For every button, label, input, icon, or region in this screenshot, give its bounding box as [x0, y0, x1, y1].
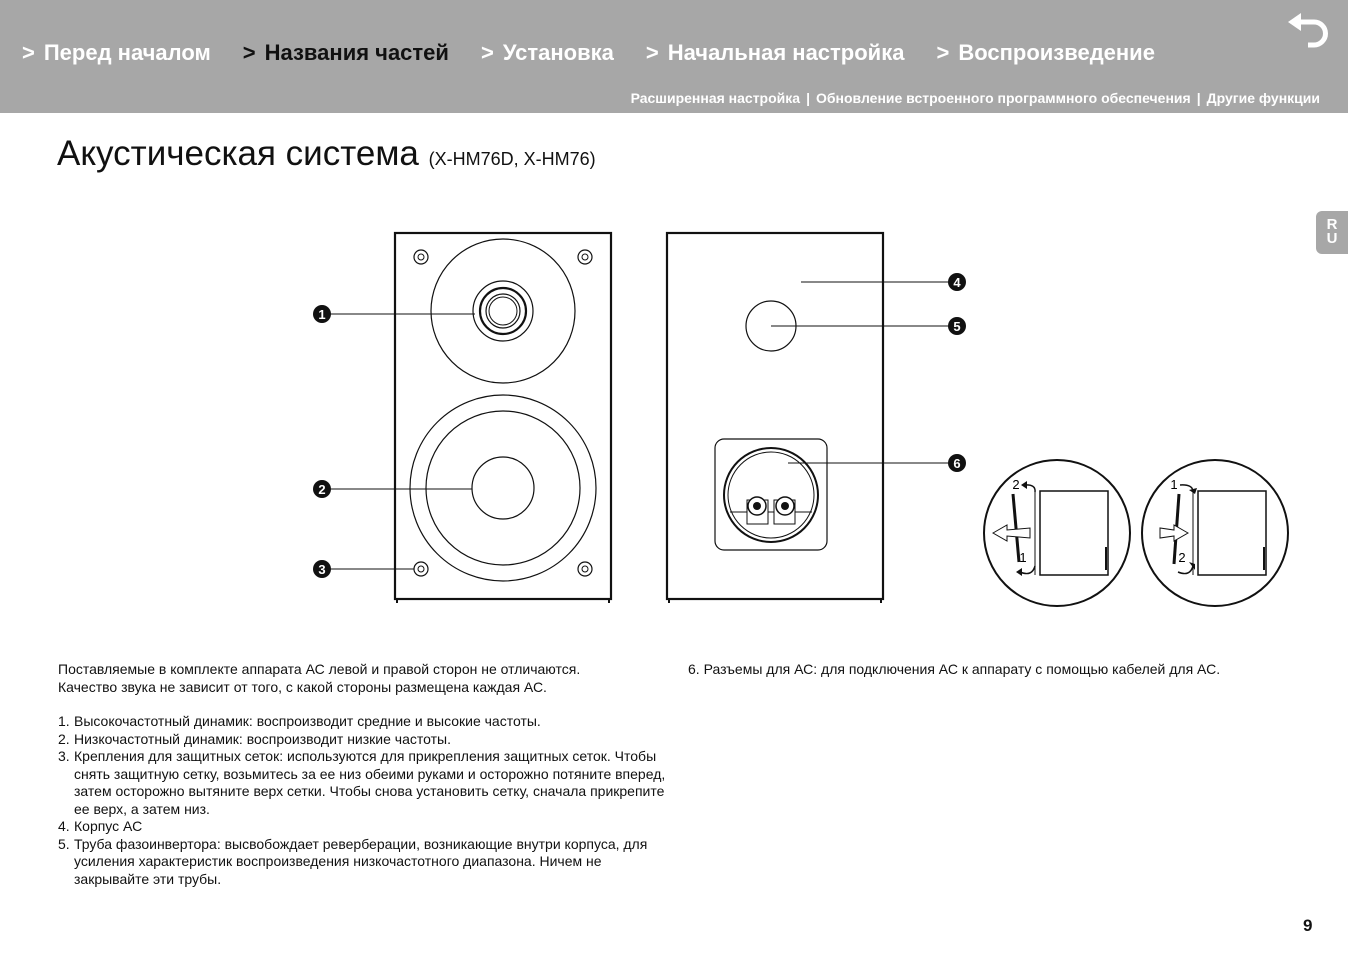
page-title — [57, 134, 596, 174]
svg-text:4: 4 — [953, 275, 961, 290]
page-number: 9 — [1303, 916, 1313, 935]
callout-3 — [313, 560, 331, 578]
svg-text:1: 1 — [1019, 550, 1027, 565]
language-letter: R — [1326, 216, 1338, 233]
svg-text:1: 1 — [1170, 477, 1178, 492]
grille-attach-detail — [1142, 460, 1288, 606]
sub-navigation — [631, 90, 1320, 106]
return-arrow-icon[interactable] — [1284, 12, 1332, 52]
list-item — [58, 713, 678, 731]
item-number: 5. — [58, 835, 70, 852]
subnav-separator: | — [1196, 90, 1201, 106]
parts-list — [58, 713, 678, 888]
item-text: Труба фазоинвертора: высвобождает реверберации, возникающие внутри корпуса, для усиления характеристик воспроизведения низкочастотного диапазона. Ничем не закрывайте эти трубы. — [74, 835, 648, 887]
nav-marker: > — [645, 40, 659, 65]
callout-4 — [948, 273, 966, 291]
subnav-separator: | — [806, 90, 810, 106]
item-number: 4. — [58, 818, 70, 834]
item-number: 3. — [58, 748, 70, 764]
nav-initial-setup[interactable] — [646, 40, 905, 68]
main-nav — [22, 40, 1187, 68]
callout-1 — [313, 305, 331, 323]
list-item — [58, 818, 678, 836]
svg-text:6: 6 — [953, 456, 961, 471]
nav-part-names[interactable] — [243, 40, 449, 68]
subnav-advanced-setup[interactable]: Расширенная настройка — [630, 90, 801, 106]
speaker-back-view — [667, 233, 883, 603]
nav-playback[interactable] — [936, 40, 1154, 68]
intro-line: Поставляемые в комплекте аппарата АС левой и правой сторон не отличаются. — [58, 661, 581, 677]
language-tab[interactable] — [1316, 211, 1348, 254]
svg-text:3: 3 — [318, 562, 326, 577]
top-navigation-bar — [0, 0, 1348, 113]
callout-5 — [948, 317, 966, 335]
item-text: Крепления для защитных сеток: используются для прикрепления защитных сеток. Чтобы снять защитную сетку, возьмитесь за ее низ обеими руками и осторожно потяните вперед, затем осторожно вытяните верх сетки. Чтобы снова установить сетку, сначала прикрепите ее верх, а затем низ. — [74, 748, 666, 817]
language-letter: U — [1326, 230, 1338, 247]
nav-marker: > — [22, 40, 35, 65]
nav-label: Воспроизведение — [958, 40, 1155, 65]
speaker-front-view — [395, 233, 611, 603]
svg-text:2: 2 — [318, 482, 326, 497]
subnav-firmware-update[interactable]: Обновление встроенного программного обеспечения — [815, 90, 1191, 106]
list-item — [58, 836, 678, 889]
nav-label: Названия частей — [264, 40, 449, 65]
intro-line: Качество звука не зависит от того, с какой стороны размещена каждая АС. — [58, 678, 547, 695]
item-text: Высокочастотный динамик: воспроизводит средние и высокие частоты. — [74, 713, 541, 729]
nav-label: Установка — [502, 40, 614, 65]
nav-installation[interactable] — [481, 40, 614, 68]
item-number: 2. — [58, 730, 70, 747]
item-number: 1. — [58, 713, 70, 729]
item-text: Низкочастотный динамик: воспроизводит низкие частоты. — [74, 730, 451, 747]
terminal-description: 6. Разъемы для АС: для подключения АС к аппарату с помощью кабелей для АС. — [688, 661, 1221, 677]
nav-marker: > — [242, 40, 256, 65]
nav-before-start[interactable] — [22, 40, 211, 68]
item-text: Корпус АС — [74, 818, 143, 834]
svg-text:2: 2 — [1012, 477, 1020, 492]
subnav-other-functions[interactable]: Другие функции — [1206, 90, 1320, 106]
grille-removal-detail — [984, 460, 1130, 606]
callout-6 — [948, 454, 966, 472]
list-item — [58, 748, 678, 818]
list-item — [58, 731, 678, 749]
speaker-diagram — [300, 222, 1300, 622]
nav-marker: > — [480, 40, 494, 65]
callout-2 — [313, 480, 331, 498]
svg-text:1: 1 — [318, 307, 326, 322]
title-text: Акустическая система — [57, 134, 419, 173]
intro-text — [58, 661, 678, 696]
svg-text:2: 2 — [1178, 550, 1186, 565]
svg-text:5: 5 — [953, 319, 961, 334]
nav-marker: > — [936, 40, 950, 65]
nav-label: Начальная настройка — [667, 40, 905, 65]
nav-label: Перед началом — [43, 40, 211, 65]
model-text: (X-HM76D, X-HM76) — [428, 149, 596, 169]
